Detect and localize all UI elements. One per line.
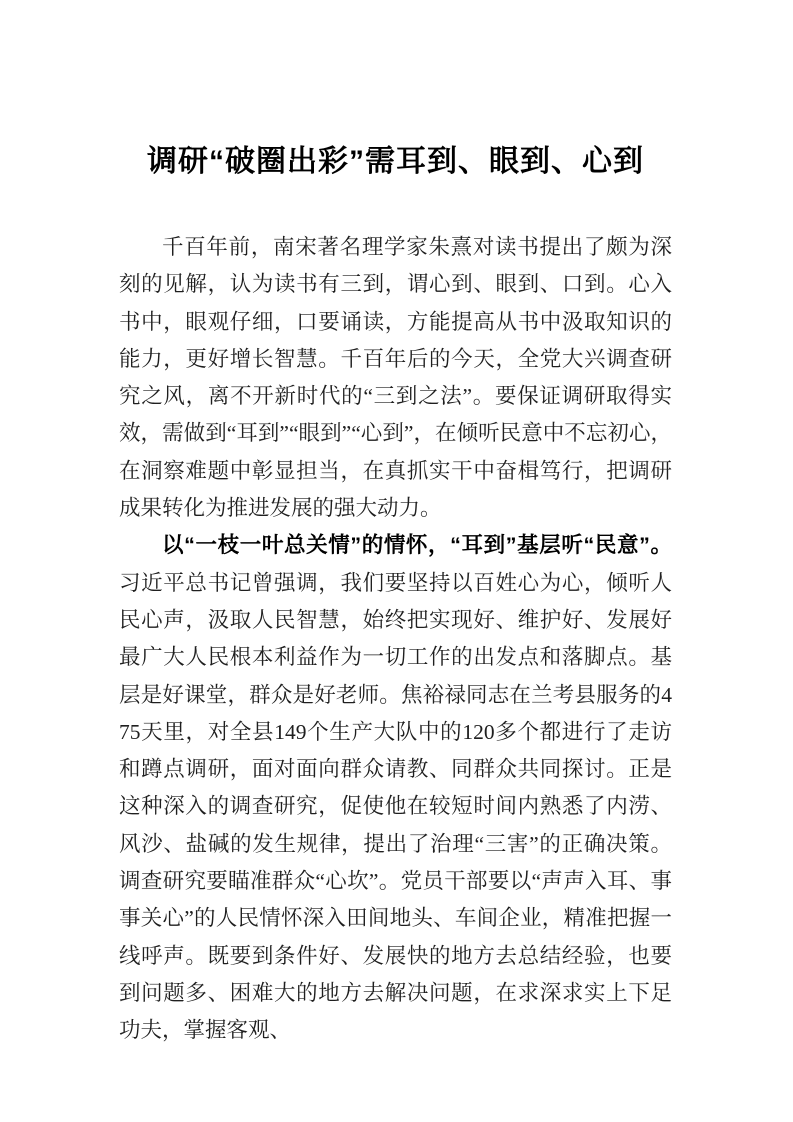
paragraph-2-text: 习近平总书记曾强调，我们要坚持以百姓心为心，倾听人民心声，汲取人民智慧，始终把实现好、维护好、发展好最广大人民根本利益作为一切工作的出发点和落脚点。基层是好课堂，群众是好老师。焦裕禄同志在兰考县服务的475天里，对全县149个生产大队中的120多个都进行了走访和蹲点调研，面对面向群众请教、同群众共同探讨。正是这种深入的调查研究，促使他在较短时间内熟悉了内涝、风沙、盐碱的发生规律，提出了治理“三害”的正确决策。调查研究要瞄准群众“心坎”。党员干部要以“声声入耳、事事关心”的人民情怀深入田间地头、车间企业，精准把握一线呼声。既要到条件好、发展快的地方去总结经验，也要到问题多、困难大的地方去解决问题，在求深求实上下足功夫，掌握客观、 <box>119 570 672 1043</box>
paragraph-1 <box>119 229 672 527</box>
document-title: 调研“破圈出彩”需耳到、眼到、心到 <box>147 145 644 178</box>
paragraph-2 <box>119 527 672 1049</box>
paragraph-2-lead-bold: 以“一枝一叶总关情”的情怀，“耳到”基层听“民意”。 <box>162 533 672 558</box>
paragraph-1-text: 千百年前，南宋著名理学家朱熹对读书提出了颇为深刻的见解，认为读书有三到，谓心到、眼到、口到。心入书中，眼观仔细，口要诵读，方能提高从书中汲取知识的能力，更好增长智慧。千百年后的今天，全党大兴调查研究之风，离不开新时代的“三到之法”。要保证调研取得实效，需做到“耳到”“眼到”“心到”，在倾听民意中不忘初心，在洞察难题中彰显担当，在真抓实干中奋楫笃行，把调研成果转化为推进发展的强大动力。 <box>119 235 672 521</box>
